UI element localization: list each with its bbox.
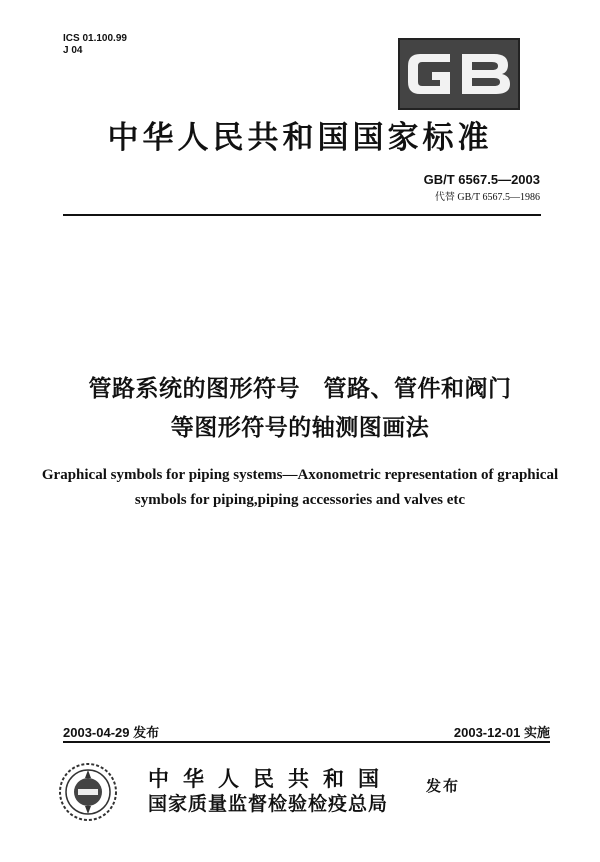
chinese-title-line-2: 等图形符号的轴测图画法 [170, 415, 430, 441]
standard-number: GB/T 6567.5—2003 [423, 172, 540, 187]
bottom-divider [63, 741, 550, 743]
top-divider [63, 214, 541, 216]
english-title-line-2: symbols for piping,piping accessories and valves etc [134, 492, 466, 508]
chinese-title-line-1: 管路系统的图形符号 管路、管件和阀门 [88, 376, 512, 402]
gb-logo-icon [398, 38, 520, 110]
national-seal-icon [58, 762, 118, 822]
effective-date: 2003-12-01 实施 [453, 725, 550, 740]
issuer-line-1: 中华人民共和国 [148, 767, 393, 791]
publish-label: 发布 [426, 777, 461, 795]
ics-code: ICS 01.100.99 [63, 33, 127, 44]
classification-codes [63, 33, 127, 57]
english-title-line-1: Graphical symbols for piping systems—Axonometric representation of graphical [41, 467, 559, 483]
issue-date: 2003-04-29 发布 [63, 725, 160, 740]
ccs-code: J 04 [63, 45, 83, 56]
replaces-standard: 代替 GB/T 6567.5—1986 [434, 192, 540, 203]
issuer-line-2: 国家质量监督检验检疫总局 [148, 793, 389, 815]
standard-type-title: 中华人民共和国国家标准 [107, 120, 493, 156]
